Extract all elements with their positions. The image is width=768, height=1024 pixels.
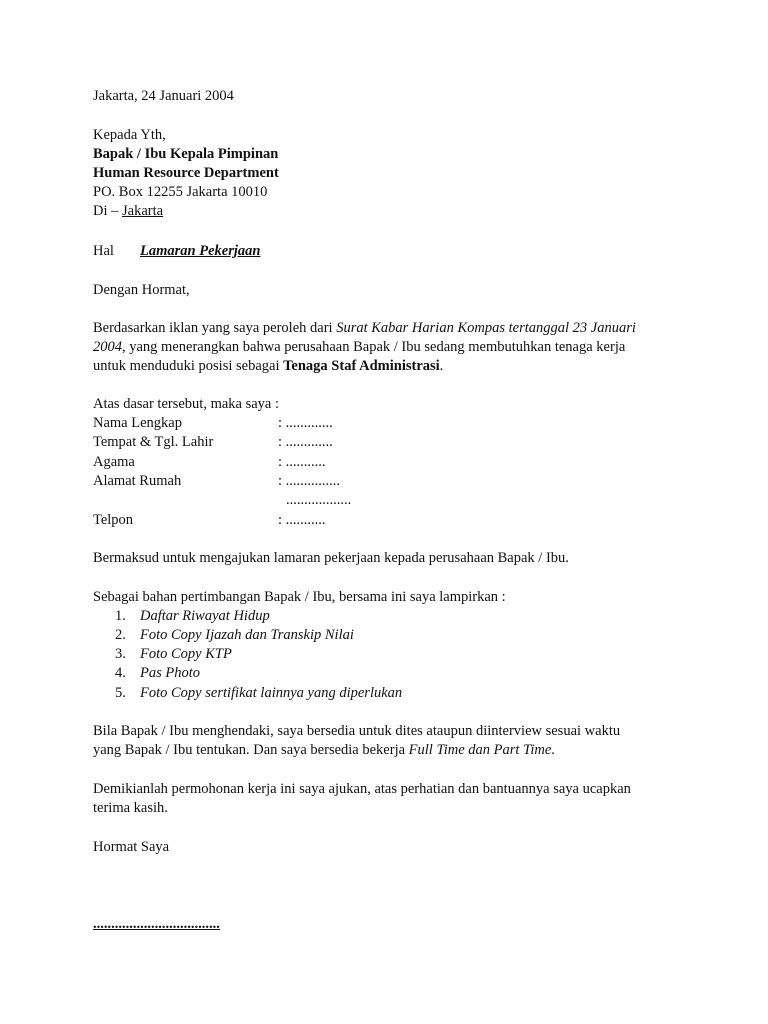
attachment-number: 3. xyxy=(115,646,126,662)
attachment-item: Daftar Riwayat Hidup xyxy=(140,608,270,624)
subject-value: Lamaran Pekerjaan xyxy=(140,243,261,259)
di-city: Jakarta xyxy=(122,203,164,219)
para3-line-2 xyxy=(93,741,555,760)
para3-work-type: Full Time dan Part Time xyxy=(408,742,552,758)
closing: Hormat Saya xyxy=(93,839,170,855)
form-label-name: Nama Lengkap xyxy=(93,415,182,431)
para4-line-2: terima kasih. xyxy=(93,800,168,816)
para1-newspaper: Surat Kabar Harian Kompas tertanggal 23 Januari xyxy=(336,320,636,336)
salutation: Dengan Hormat, xyxy=(93,282,190,298)
signature-line: ................................... xyxy=(93,916,220,932)
form-value-address-cont: .................. xyxy=(286,492,352,508)
para1-year: 2004 xyxy=(93,339,122,355)
form-intro: Atas dasar tersebut, maka saya : xyxy=(93,396,280,412)
form-value-name: : ............. xyxy=(278,415,333,431)
para4-line-1: Demikianlah permohonan kerja ini saya ajukan, atas perhatian dan bantuannya saya ucapkan xyxy=(93,781,631,797)
form-value-phone: : ........... xyxy=(278,512,326,528)
para3-text-a: yang Bapak / Ibu tentukan. Dan saya bersedia bekerja xyxy=(93,742,409,758)
form-value-religion: : ........... xyxy=(278,454,326,470)
para3-period: . xyxy=(551,742,555,758)
para1-line-1 xyxy=(93,319,636,338)
di-prefix: Di – xyxy=(93,203,122,219)
para2: Bermaksud untuk mengajukan lamaran pekerjaan kepada perusahaan Bapak / Ibu. xyxy=(93,550,569,566)
form-label-address: Alamat Rumah xyxy=(93,473,182,489)
para1-text-c: untuk menduduki posisi sebagai xyxy=(93,358,284,374)
attachment-item: Foto Copy KTP xyxy=(140,646,232,662)
para1-text-b: , yang menerangkan bahwa perusahaan Bapak / Ibu sedang membutuhkan tenaga kerja xyxy=(122,339,626,355)
attachment-item: Foto Copy sertifikat lainnya yang diperlukan xyxy=(140,685,403,701)
form-value-birth: : ............. xyxy=(278,434,333,450)
recipient-line-2: Human Resource Department xyxy=(93,165,279,181)
place-date: Jakarta, 24 Januari 2004 xyxy=(93,88,234,104)
attachment-item: Pas Photo xyxy=(140,665,201,681)
form-label-phone: Telpon xyxy=(93,512,134,528)
recipient-line-3: PO. Box 12255 Jakarta 10010 xyxy=(93,184,268,200)
attach-intro: Sebagai bahan pertimbangan Bapak / Ibu, bersama ini saya lampirkan : xyxy=(93,589,506,605)
form-label-religion: Agama xyxy=(93,454,135,470)
form-value-address: : ............... xyxy=(278,473,341,489)
attachment-number: 4. xyxy=(115,665,126,681)
form-label-birth: Tempat & Tgl. Lahir xyxy=(93,434,214,450)
para3-line-1: Bila Bapak / Ibu menghendaki, saya bersedia untuk dites ataupun diinterview sesuai waktu xyxy=(93,723,621,739)
attachment-number: 2. xyxy=(115,627,126,643)
recipient-city-line xyxy=(93,202,163,221)
para1-line-3 xyxy=(93,357,443,376)
para1-position: Tenaga Staf Administrasi xyxy=(283,358,440,374)
para1-period: . xyxy=(439,358,444,374)
recipient-greeting: Kepada Yth, xyxy=(93,127,166,143)
para1-line-2 xyxy=(93,338,625,357)
para1-text-a: Berdasarkan iklan yang saya peroleh dari xyxy=(93,320,337,336)
attachment-number: 1. xyxy=(115,608,126,624)
attachment-item: Foto Copy Ijazah dan Transkip Nilai xyxy=(140,627,354,643)
attachment-number: 5. xyxy=(115,685,126,701)
recipient-line-1: Bapak / Ibu Kepala Pimpinan xyxy=(93,146,279,162)
subject-label: Hal xyxy=(93,243,114,259)
